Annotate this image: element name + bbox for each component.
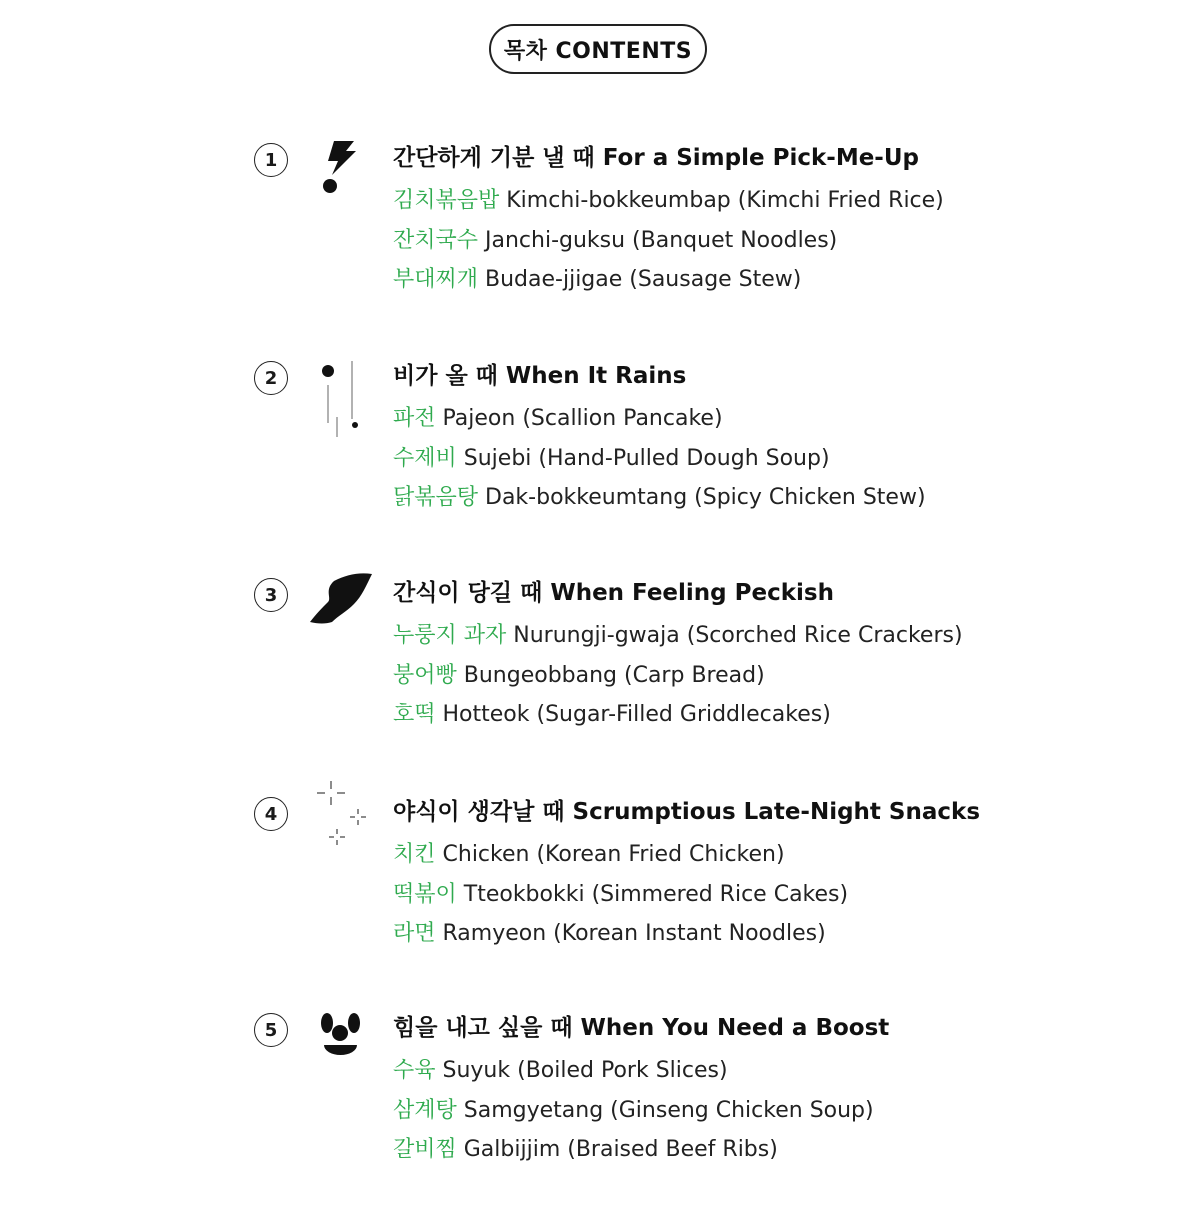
section-heading: 야식이 생각날 때 Scrumptious Late-Night Snacks xyxy=(393,799,981,825)
item-english-name: Hotteok (Sugar-Filled Griddlecakes) xyxy=(435,702,831,727)
section-heading: 힘을 내고 싶을 때 When You Need a Boost xyxy=(393,1015,890,1041)
list-item xyxy=(393,881,848,909)
item-english-name: Bungeobbang (Carp Bread) xyxy=(456,663,765,688)
list-item xyxy=(393,1057,728,1085)
section-number: 4 xyxy=(254,797,288,831)
item-korean-name: 치킨 xyxy=(393,842,436,867)
item-english-name: Suyuk (Boiled Pork Slices) xyxy=(435,1058,728,1083)
bear-face-icon xyxy=(306,993,376,1103)
section-number: 3 xyxy=(254,578,288,612)
list-item xyxy=(393,266,801,294)
item-korean-name: 라면 xyxy=(393,921,436,946)
list-item xyxy=(393,920,826,948)
item-english-name: Budae-jjigae (Sausage Stew) xyxy=(478,267,802,292)
section-heading: 간식이 당길 때 When Feeling Peckish xyxy=(393,580,834,606)
item-korean-name: 파전 xyxy=(393,406,436,431)
item-korean-name: 호떡 xyxy=(393,702,436,727)
section-need-a-boost xyxy=(0,1013,1200,1213)
rain-icon xyxy=(306,341,376,451)
item-korean-name: 누룽지 과자 xyxy=(393,623,507,648)
section-when-feeling-peckish xyxy=(0,578,1200,778)
section-simple-pick-me-up xyxy=(0,143,1200,343)
list-item xyxy=(393,1097,874,1125)
wave-blob-icon xyxy=(306,558,376,668)
item-english-name: Dak-bokkeumtang (Spicy Chicken Stew) xyxy=(478,485,926,510)
item-korean-name: 떡볶이 xyxy=(393,882,457,907)
list-item xyxy=(393,227,837,255)
item-english-name: Chicken (Korean Fried Chicken) xyxy=(435,842,785,867)
item-korean-name: 잔치국수 xyxy=(393,228,479,253)
section-number: 2 xyxy=(254,361,288,395)
item-english-name: Janchi-guksu (Banquet Noodles) xyxy=(478,228,838,253)
list-item xyxy=(393,187,944,215)
item-korean-name: 붕어빵 xyxy=(393,663,457,688)
item-english-name: Samgyetang (Ginseng Chicken Soup) xyxy=(456,1098,874,1123)
item-korean-name: 갈비찜 xyxy=(393,1137,457,1162)
item-english-name: Ramyeon (Korean Instant Noodles) xyxy=(435,921,826,946)
item-korean-name: 김치볶음밥 xyxy=(393,188,500,213)
list-item xyxy=(393,701,831,729)
sparkle-icon xyxy=(306,777,376,887)
list-item xyxy=(393,484,926,512)
page-title: 목차 CONTENTS xyxy=(489,24,707,74)
item-english-name: Nurungji-gwaja (Scorched Rice Crackers) xyxy=(506,623,963,648)
section-late-night-snacks xyxy=(0,797,1200,997)
section-heading: 비가 올 때 When It Rains xyxy=(393,363,687,389)
item-korean-name: 부대찌개 xyxy=(393,267,479,292)
lightning-exclamation-icon xyxy=(306,123,376,233)
item-korean-name: 수제비 xyxy=(393,446,457,471)
list-item xyxy=(393,405,723,433)
section-number: 5 xyxy=(254,1013,288,1047)
item-korean-name: 수육 xyxy=(393,1058,436,1083)
item-korean-name: 삼계탕 xyxy=(393,1098,457,1123)
list-item xyxy=(393,662,765,690)
item-english-name: Kimchi-bokkeumbap (Kimchi Fried Rice) xyxy=(499,188,944,213)
list-item xyxy=(393,622,963,650)
list-item xyxy=(393,1136,778,1164)
item-english-name: Tteokbokki (Simmered Rice Cakes) xyxy=(456,882,849,907)
item-english-name: Galbijjim (Braised Beef Ribs) xyxy=(456,1137,778,1162)
item-korean-name: 닭볶음탕 xyxy=(393,485,479,510)
section-heading: 간단하게 기분 낼 때 For a Simple Pick-Me-Up xyxy=(393,145,919,171)
list-item xyxy=(393,841,785,869)
section-when-it-rains xyxy=(0,361,1200,561)
section-number: 1 xyxy=(254,143,288,177)
item-english-name: Pajeon (Scallion Pancake) xyxy=(435,406,723,431)
item-english-name: Sujebi (Hand-Pulled Dough Soup) xyxy=(456,446,830,471)
list-item xyxy=(393,445,830,473)
